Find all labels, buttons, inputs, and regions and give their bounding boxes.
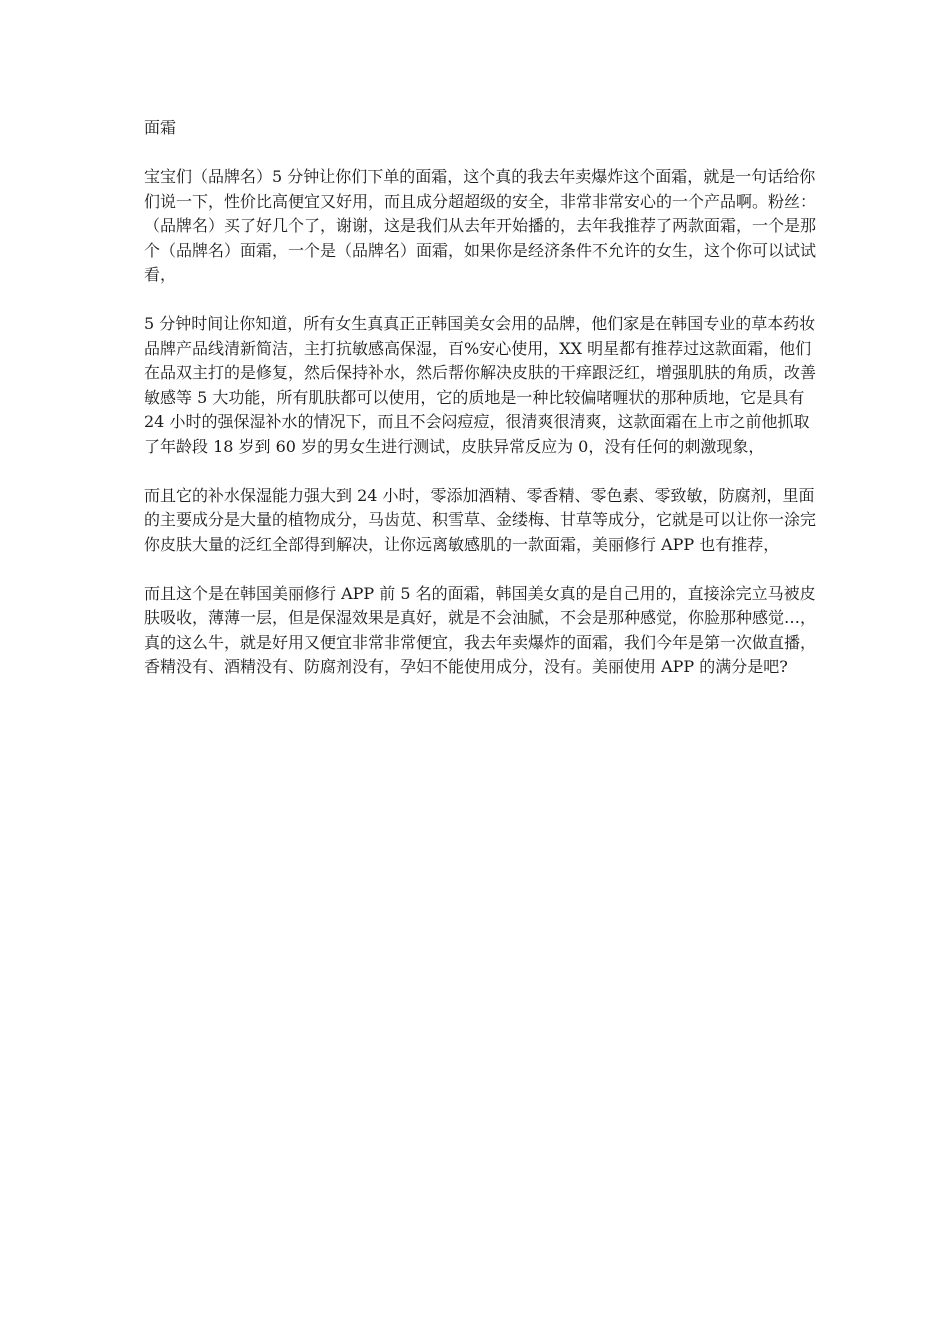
document-title: 面霜: [144, 118, 177, 137]
paragraph-1: 宝宝们（品牌名）5 分钟让你们下单的面霜，这个真的我去年卖爆炸这个面霜，就是一句话给你们说一下，性价比高便宜又好用，而且成分超超级的安全，非常非常安心的一个产品啊。粉丝：（品牌名）买了好几个了，谢谢，这是我们从去年开始播的，去年我推荐了两款面霜，一个是那个（品牌名）面霜，一个是（品牌名）面霜，如果你是经济条件不允许的女生，这个你可以试试看，: [144, 167, 817, 284]
paragraph-4: 而且这个是在韩国美丽修行 APP 前 5 名的面霜，韩国美女真的是自己用的，直接涂完立马被皮肤吸收，薄薄一层，但是保湿效果是真好，就是不会油腻，不会是那种感觉，你脸那种感觉…，真的这么牛，就是好用又便宜非常非常便宜，我去年卖爆炸的面霜，我们今年是第一次做直播，香精没有、酒精没有、防腐剂没有，孕妇不能使用成分，没有。美丽使用 APP 的满分是吧?: [144, 583, 817, 676]
paragraph-2: 5 分钟时间让你知道，所有女生真真正正韩国美女会用的品牌，他们家是在韩国专业的草本药妆品牌产品线清新简洁，主打抗敏感高保湿，百%安心使用，XX 明星都有推荐过这款面霜，他们在品双主打的是修复，然后保持补水，然后帮你解决皮肤的干痒跟泛红，增强肌肤的角质，改善敏感等 5 大功能，所有肌肤都可以使用，它的质地是一种比较偏啫喱状的那种质地，它是具有 24 小时的强保湿补水的情况下，而且不会闷痘痘，很清爽很清爽，这款面霜在上市之前他抓取了年龄段 18 岁到 60 岁的男女生进行测试，皮肤异常反应为 0，没有任何的刺激现象，: [144, 314, 817, 456]
document-body: [144, 116, 816, 704]
paragraph-3: 而且它的补水保湿能力强大到 24 小时，零添加酒精、零香精、零色素、零致敏，防腐剂，里面的主要成分是大量的植物成分，马齿苋、积雪草、金缕梅、甘草等成分，它就是可以让你一涂完你皮肤大量的泛红全部得到解决，让你远离敏感肌的一款面霜，美丽修行 APP 也有推荐，: [144, 485, 817, 554]
